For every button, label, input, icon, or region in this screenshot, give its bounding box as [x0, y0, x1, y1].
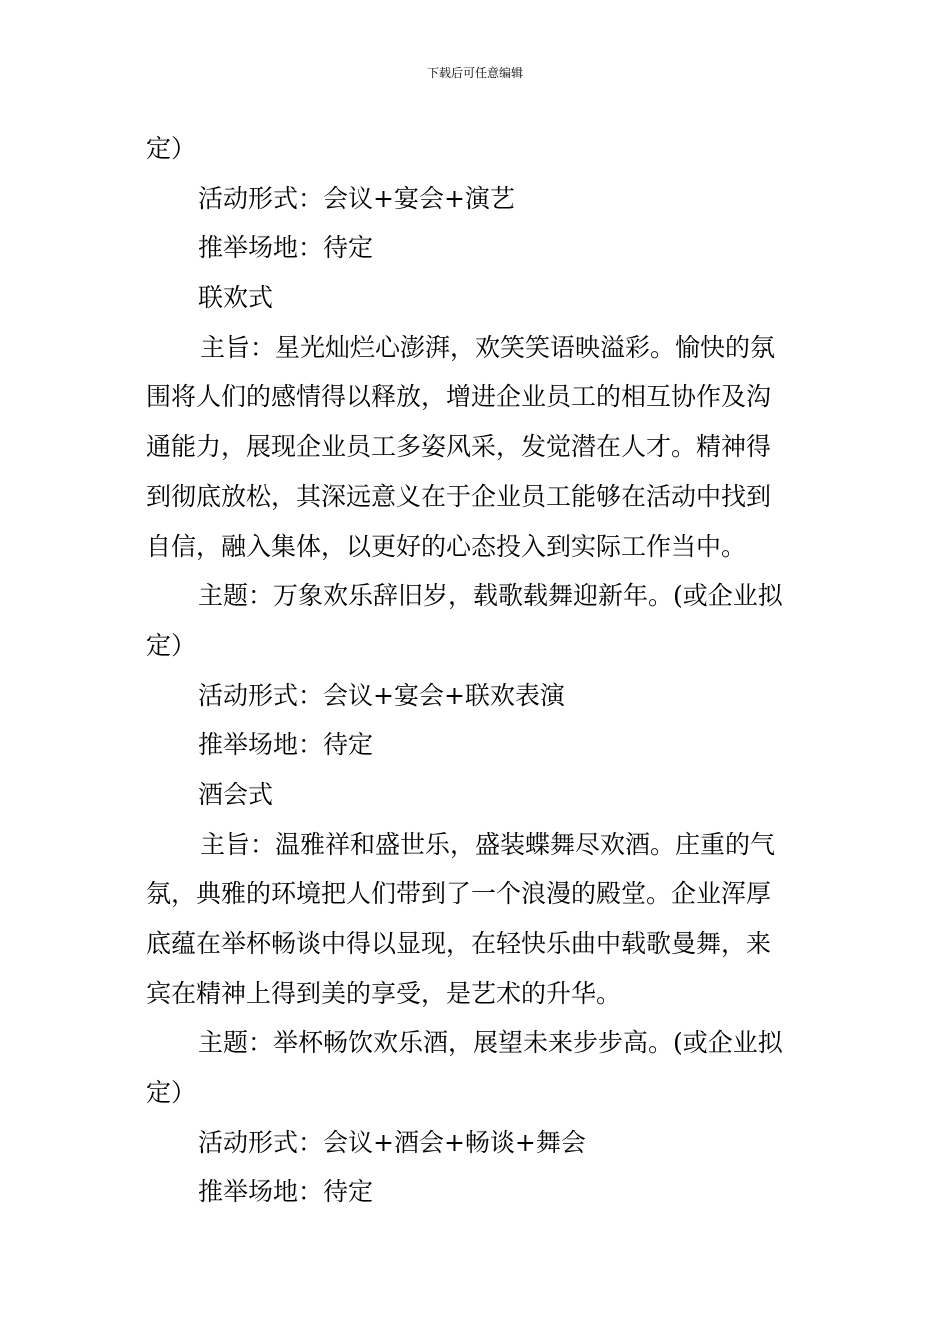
paragraph-line: 定） [146, 1078, 197, 1108]
paragraph-line: 定） [146, 630, 197, 660]
paragraph-line: 推举场地：待定 [198, 1177, 374, 1207]
paragraph-line: 通能力，展现企业员工多姿风采，发觉潜在人才。精神得 [146, 432, 772, 462]
section-heading: 联欢式 [198, 283, 274, 313]
paragraph-line: 活动形式：会议+宴会+联欢表演 [198, 680, 565, 710]
paragraph-line: 自信，融入集体，以更好的心态投入到实际工作当中。 [146, 531, 747, 561]
paragraph-line: 推举场地：待定 [198, 730, 374, 760]
document-body [146, 124, 808, 1217]
section-heading: 酒会式 [198, 779, 274, 809]
paragraph-line: 氛，典雅的环境把人们带到了一个浪漫的殿堂。企业浑厚 [146, 879, 772, 909]
paragraph-line: 主旨：温雅祥和盛世乐，盛装蝶舞尽欢酒。庄重的气 [200, 829, 776, 859]
paragraph-line: 主题：举杯畅饮欢乐酒，展望未来步步高。(或企业拟 [198, 1028, 783, 1058]
paragraph-line: 主题：万象欢乐辞旧岁，载歌载舞迎新年。(或企业拟 [198, 581, 783, 611]
paragraph-line: 底蕴在举杯畅谈中得以显现，在轻快乐曲中载歌曼舞，来 [146, 929, 772, 958]
paragraph-line: 推举场地：待定 [198, 233, 374, 263]
paragraph-line: 宾在精神上得到美的享受，是艺术的升华。 [146, 978, 622, 1008]
paragraph-line: 活动形式：会议+酒会+畅谈+舞会 [198, 1127, 586, 1157]
paragraph-line: 主旨：星光灿烂心澎湃，欢笑笑语映溢彩。愉快的氛 [200, 332, 776, 362]
page-header: 下载后可任意编辑 [426, 66, 523, 80]
paragraph-line: 活动形式：会议+宴会+演艺 [198, 183, 515, 213]
paragraph-line: 围将人们的感情得以释放，增进企业员工的相互协作及沟 [146, 382, 772, 412]
paragraph-line: 定） [146, 134, 197, 163]
paragraph-line: 到彻底放松，其深远意义在于企业员工能够在活动中找到 [146, 481, 772, 511]
